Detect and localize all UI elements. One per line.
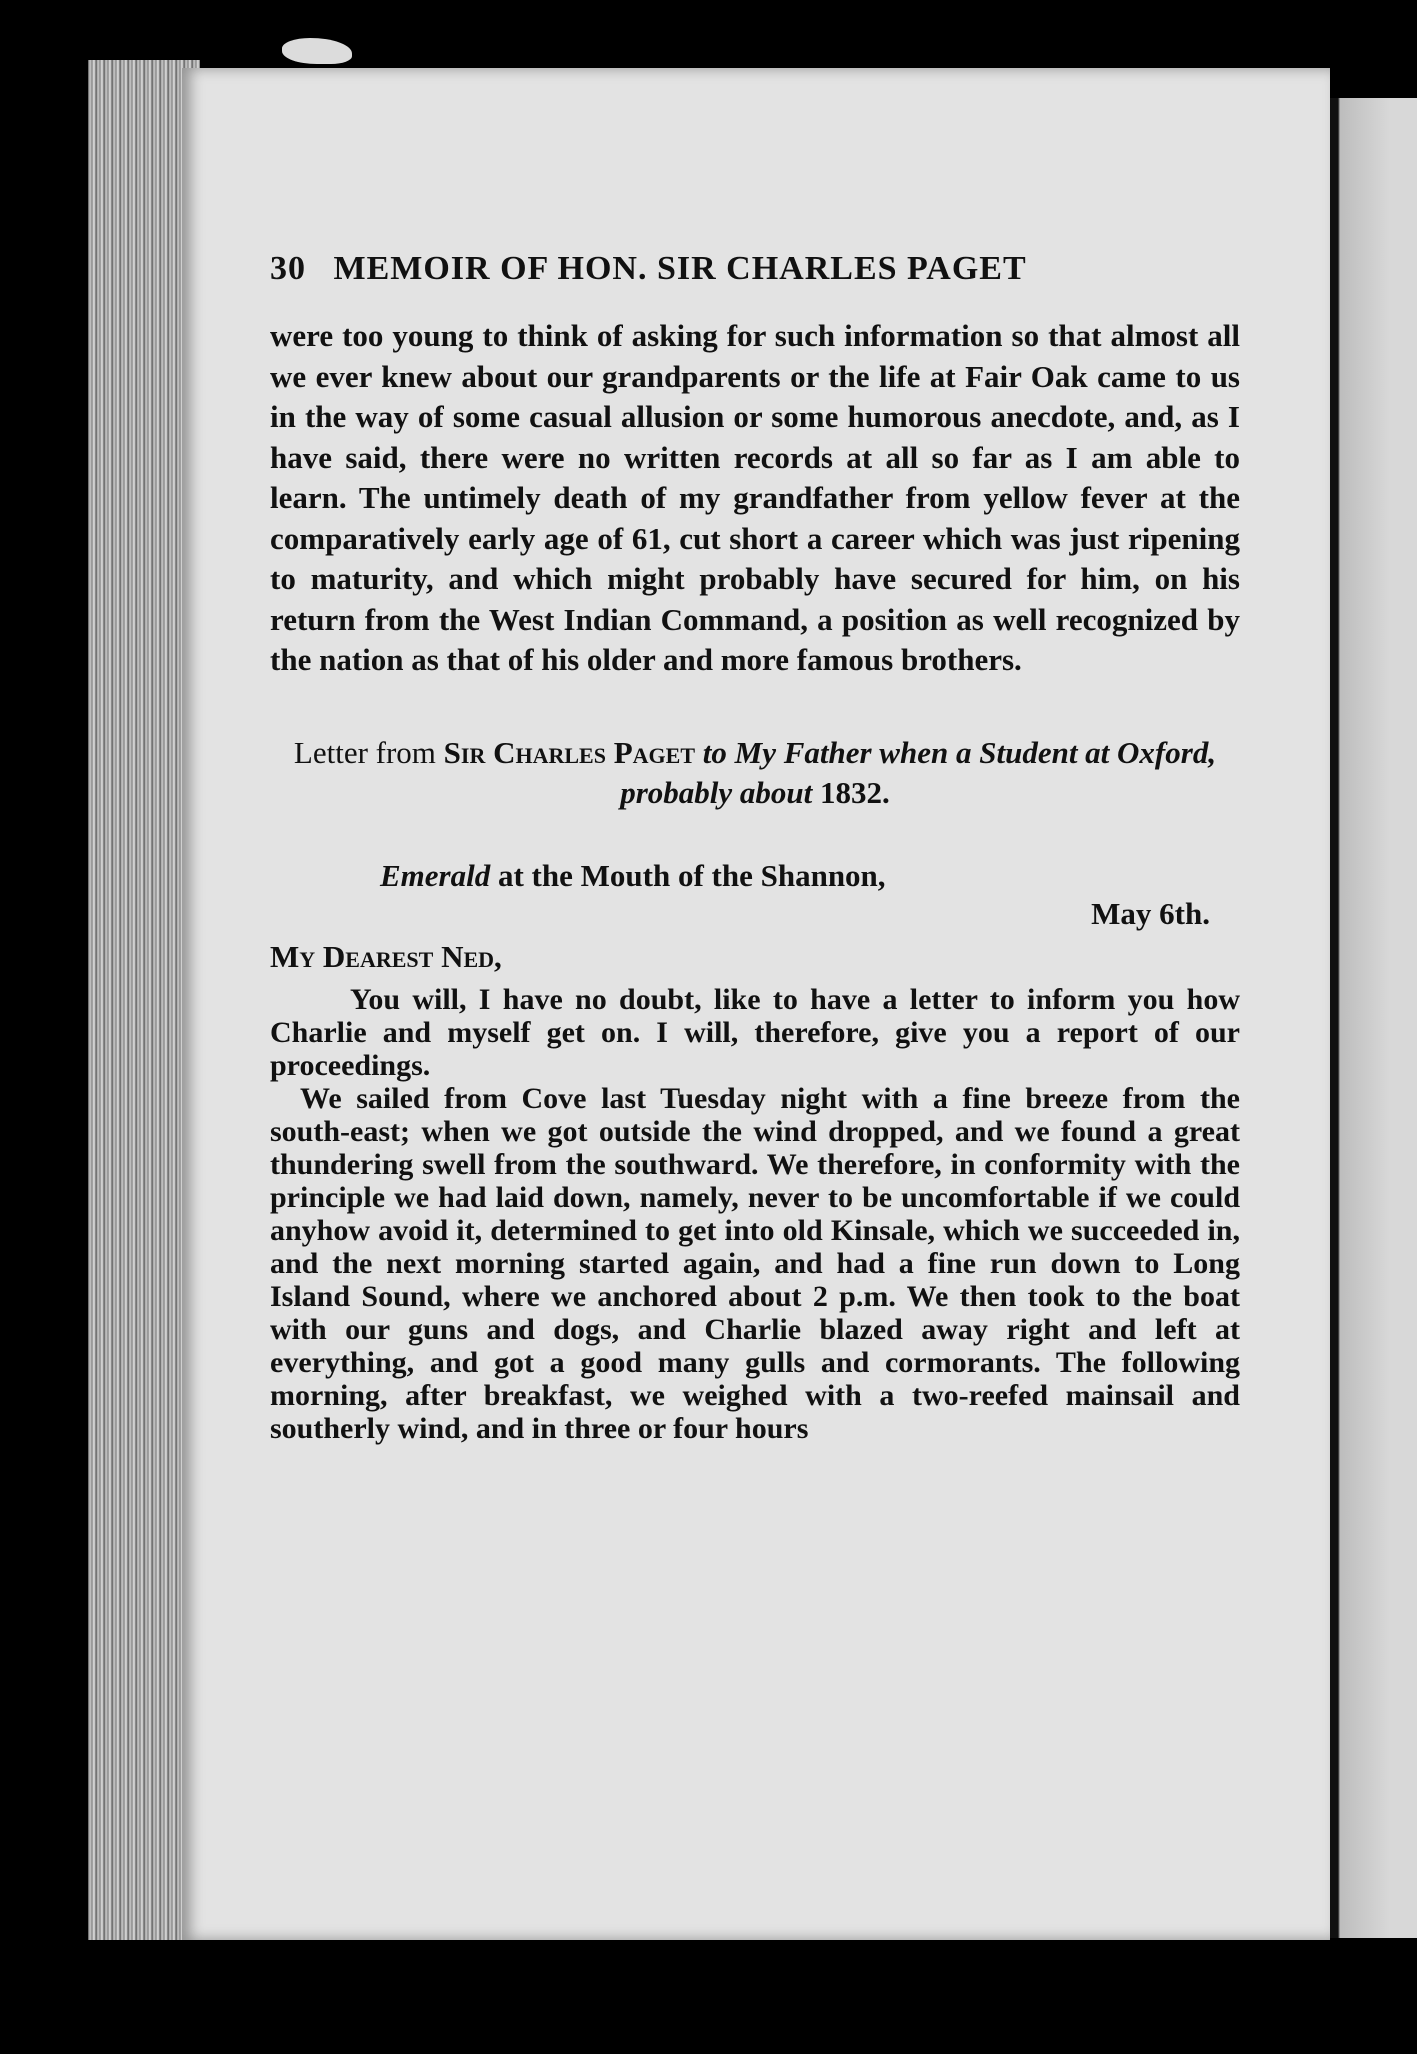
dateline-place-line (270, 857, 1240, 895)
letter-paragraph: You will, I have no doubt, like to have a letter to inform you how Charlie and myself get on. I will, therefore, give you a report of our proceedings. (270, 982, 1240, 1082)
dateline-ship: Emerald (380, 857, 491, 893)
dateline-date: May 6th. (1091, 895, 1210, 931)
letter-salutation: My Dearest Ned, (270, 938, 502, 974)
dateline-place: at the Mouth of the Shannon, (490, 857, 886, 893)
page-text (270, 250, 1240, 1445)
running-head (270, 250, 1240, 288)
running-title: MEMOIR OF HON. SIR CHARLES PAGET (333, 250, 1027, 287)
facing-page-edge (1330, 98, 1417, 1938)
page-number: 30 (270, 250, 306, 287)
caption-part2: to My Father when a Student at Oxford, probably about (620, 734, 1217, 810)
letter-caption (270, 733, 1240, 813)
caption-year: 1832. (820, 774, 890, 810)
letter-dateline (270, 857, 1240, 933)
body-paragraph: were too young to think of asking for such information so that almost all we ever knew about our grandparents or the life at Fair Oak came to us in the way of some casual allusion or some humorous anecdote, and, as I have said, there were no written records at all so far as I am able to learn. The untimely death of my grandfather from yellow fever at the comparatively early age of 61, cut short a career which was just ripening to maturity, and which might probably have secured for him, on his return from the West Indian Command, a position as well recognized by the nation as that of his older and more famous brothers. (270, 318, 1240, 677)
scan-speck (282, 38, 352, 64)
caption-part1: Letter from (293, 734, 444, 770)
caption-name: Sir Charles Paget (443, 734, 696, 770)
letter-paragraph: We sailed from Cove last Tuesday night with a fine breeze from the south-east; when we got outside the wind dropped, and we found a great thundering swell from the southward. We therefore, in conformity with the principle we had laid down, namely, never to be uncomfortable if we could anyhow avoid it, determined to get into old Kinsale, which we succeeded in, and the next morning started again, and had a fine run down to Long Island Sound, where we anchored about 2 p.m. We then took to the boat with our guns and dogs, and Charlie blazed away right and left at everything, and got a good many gulls and cormorants. The following morning, after breakfast, we weighed with a two-reefed mainsail and southerly wind, and in three or four hours (270, 1081, 1240, 1445)
